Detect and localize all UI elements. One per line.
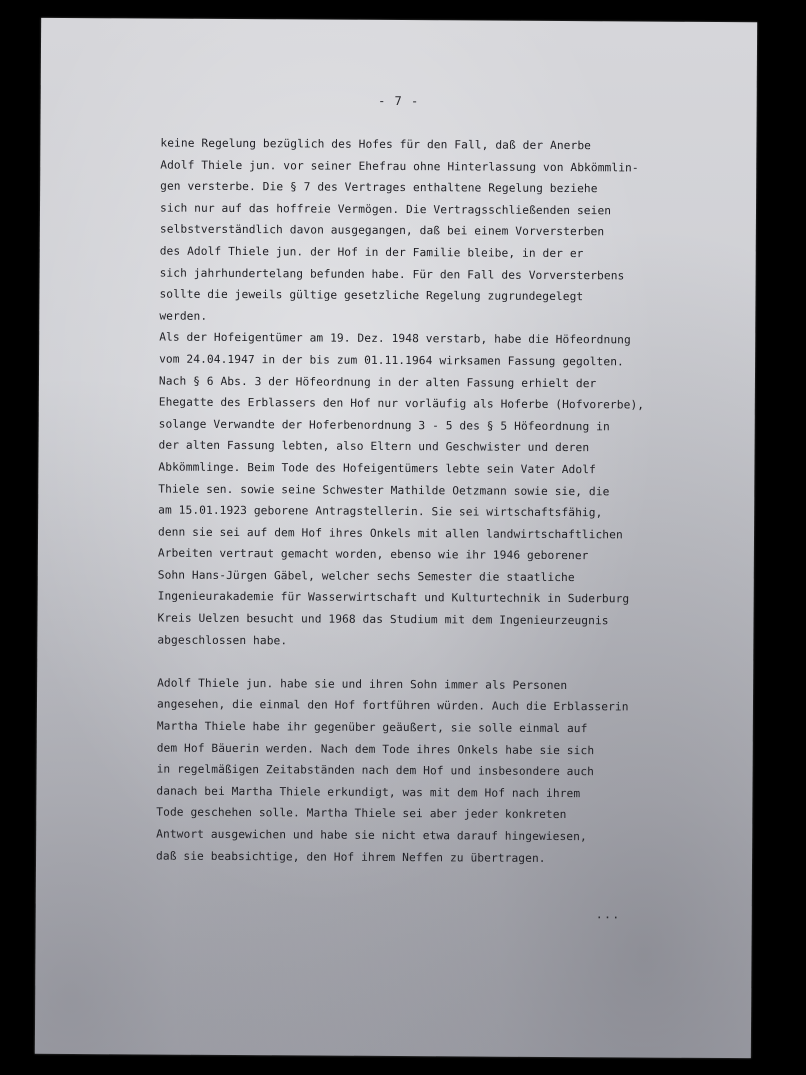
- text-line: Antwort ausgewichen und habe sie nicht etwa darauf hingewiesen,: [156, 827, 587, 844]
- text-line: sollte die jeweils gültige gesetzliche Regelung zugrundegelegt: [159, 287, 584, 304]
- text-line: gen versterbe. Die § 7 des Vertrages enthaltene Regelung beziehe: [160, 179, 598, 196]
- text-line: solange Verwandte der Hoferbenordnung 3 - 5 des § 5 Höfeordnung in: [158, 417, 610, 434]
- text-line: des Adolf Thiele jun. der Hof in der Familie bleibe, in der er: [159, 244, 584, 261]
- text-line: Sohn Hans-Jürgen Gäbel, welcher sechs Semester die staatliche: [157, 568, 575, 584]
- text-line: abgeschlossen habe.: [157, 633, 288, 647]
- text-line: der alten Fassung lebten, also Eltern und Geschwister und deren: [158, 438, 590, 455]
- text-line: selbstverständlich davon ausgegangen, daß bei einem Vorversterben: [159, 222, 605, 239]
- text-line: am 15.01.1923 geborene Antragstellerin. Sie sei wirtschaftsfähig,: [158, 503, 603, 520]
- text-line: Kreis Uelzen besucht und 1968 das Studium mit dem Ingenieurzeugnis: [157, 611, 609, 628]
- text-line: in regelmäßigen Zeitabständen nach dem Hof und insbesondere auch: [156, 762, 595, 779]
- text-line: sich nur auf das hoffreie Vermögen. Die Vertragsschließenden seien: [159, 201, 612, 218]
- text-line: Nach § 6 Abs. 3 der Höfeordnung in der alten Fassung erhielt der: [158, 374, 597, 390]
- paragraph-adolf-thiele: [156, 672, 697, 870]
- page-number: - 7 -: [378, 93, 420, 109]
- text-line: Thiele sen. sowie seine Schwester Mathilde Oetzmann sowie sie, die: [158, 482, 610, 498]
- continuation-mark: ...: [595, 907, 621, 922]
- text-line: denn sie sei auf dem Hof ihres Onkels mit allen landwirtschaftlichen: [157, 525, 623, 542]
- text-line: Abkömmlinge. Beim Tode des Hofeigentümers lebte sein Vater Adolf: [158, 460, 596, 477]
- text-line: Martha Thiele habe ihr gegenüber geäußert, sie solle einmal auf: [156, 719, 588, 736]
- text-line: Tode geschehen solle. Martha Thiele sei aber jeder konkreten: [156, 805, 567, 822]
- text-line: Ingenieurakademie für Wasserwirtschaft und Kulturtechnik in Suderburg: [157, 590, 630, 606]
- text-line: vom 24.04.1947 in der bis zum 01.11.1964 wirksamen Fassung gegolten.: [159, 352, 624, 369]
- text-line: dem Hof Bäuerin werden. Nach dem Tode ihres Onkels habe sie sich: [156, 741, 595, 757]
- text-line: Ehegatte des Erblassers den Hof nur vorläufig als Hoferbe (Hofvorerbe),: [158, 395, 645, 412]
- text-line: danach bei Martha Thiele erkundigt, was mit dem Hof nach ihrem: [156, 784, 581, 800]
- document-page: [35, 18, 757, 1058]
- paragraph-hof-regelung: [159, 133, 700, 331]
- text-line: sich jahrhundertelang befunden habe. Für den Fall des Vorversterbens: [159, 266, 625, 282]
- text-line: Als der Hofeigentümer am 19. Dez. 1948 verstarb, habe die Höfeordnung: [159, 330, 631, 347]
- text-line: werden.: [159, 309, 208, 323]
- paragraph-hoefeordnung: [157, 327, 699, 654]
- text-line: angesehen, die einmal den Hof fortführen würden. Auch die Erblasserin: [156, 697, 629, 714]
- document-body: [156, 133, 700, 870]
- text-line: Adolf Thiele jun. vor seiner Ehefrau ohne Hinterlassung von Abkömmlin-: [160, 158, 639, 175]
- text-line: Arbeiten vertraut gemacht worden, ebenso wie ihr 1946 geborener: [157, 546, 589, 563]
- text-line: keine Regelung bezüglich des Hofes für den Fall, daß der Anerbe: [160, 136, 592, 153]
- text-line: daß sie beabsichtige, den Hof ihrem Neffen zu übertragen.: [156, 849, 546, 865]
- text-line: Adolf Thiele jun. habe sie und ihren Sohn immer als Personen: [157, 676, 568, 692]
